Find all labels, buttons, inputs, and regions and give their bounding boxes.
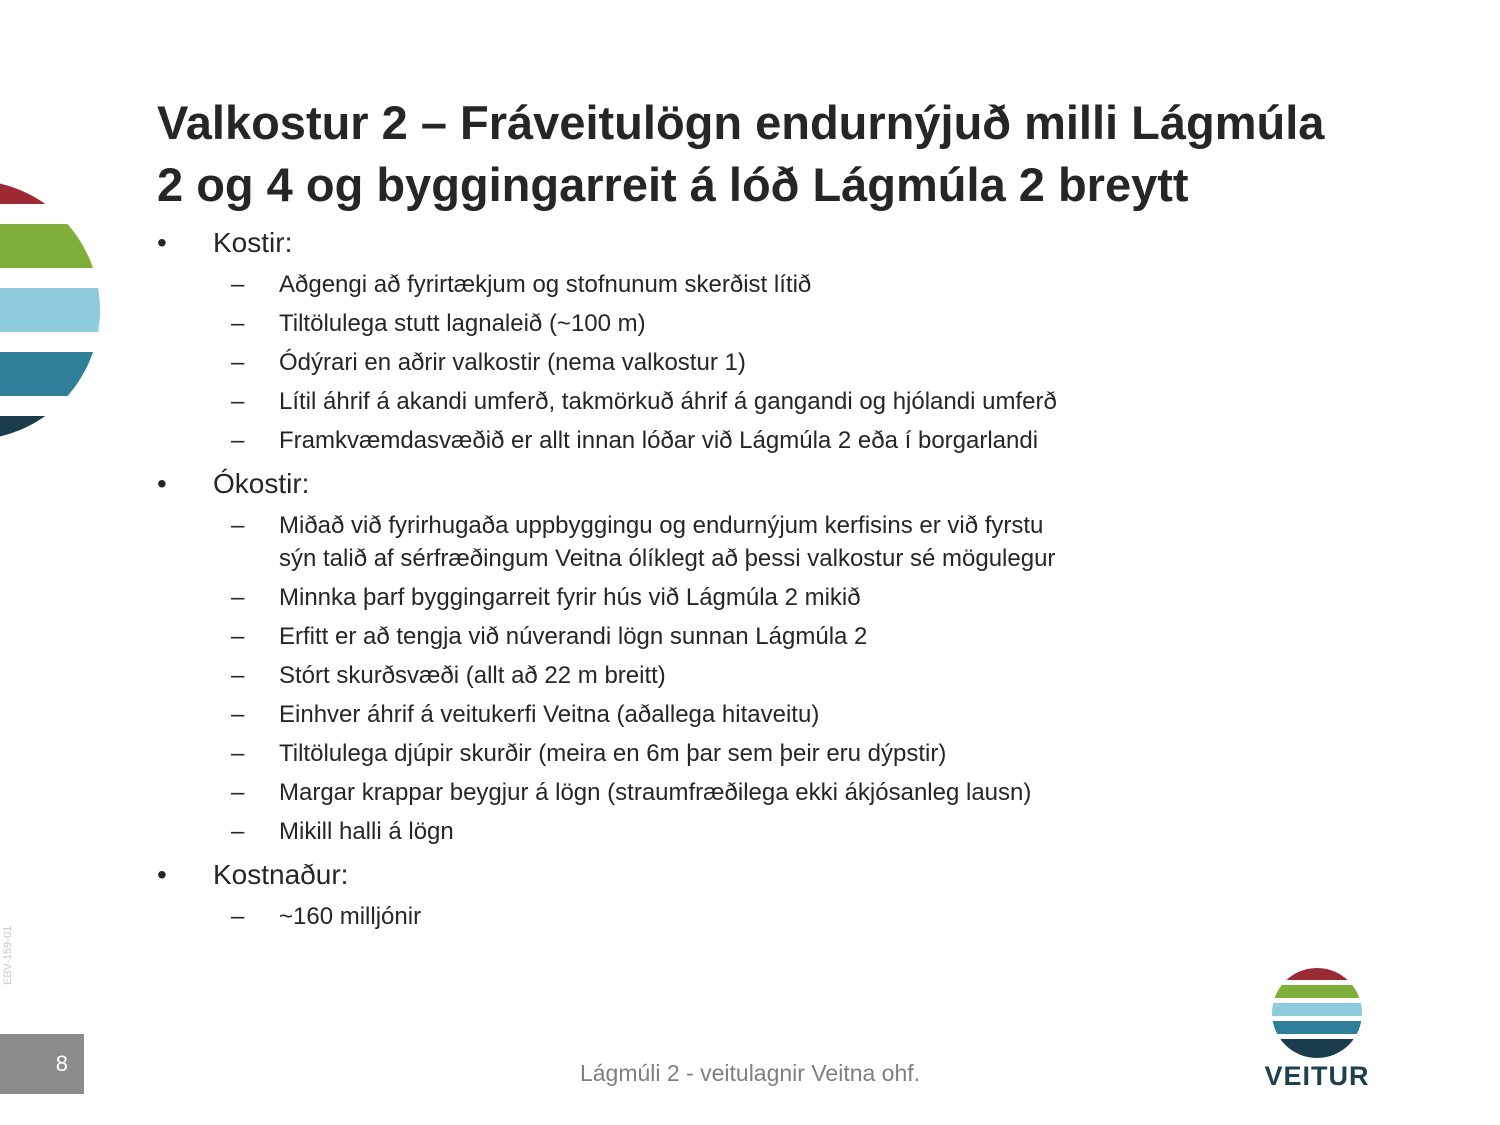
stripe-red bbox=[0, 160, 110, 204]
list-item-text: Einhver áhrif á veitukerfi Veitna (aðallega hitaveitu) bbox=[279, 701, 820, 728]
logo-stripe-navy bbox=[1255, 1039, 1379, 1061]
dash-icon: – bbox=[231, 427, 245, 454]
title-line: 2 og 4 og byggingarreit á lóð Lágmúla 2 breytt bbox=[157, 158, 1189, 211]
veitur-logo bbox=[1255, 965, 1379, 1095]
list-item-text: Lítil áhrif á akandi umferð, takmörkuð áhrif á gangandi og hjólandi umferð bbox=[279, 388, 1057, 415]
list-item-text: Framkvæmdasvæðið er allt innan lóðar við Lágmúla 2 eða í borgarlandi bbox=[279, 427, 1039, 454]
logo-stripe-green bbox=[1255, 985, 1379, 998]
decorative-stripes-graphic bbox=[0, 160, 110, 460]
bullet-heading bbox=[157, 856, 1257, 894]
document-code: EBV-159-01 bbox=[2, 925, 14, 985]
logo-stripe-red bbox=[1255, 965, 1379, 980]
list-item bbox=[157, 424, 1257, 457]
dash-icon: – bbox=[231, 701, 245, 728]
dash-icon: – bbox=[231, 584, 245, 611]
logo-wordmark: VEITUR bbox=[1264, 1061, 1370, 1091]
dash-icon: – bbox=[231, 903, 245, 930]
list-item-text-line: sýn talið af sérfræðingum Veitna ólíklegt að þessi valkostur sé mögulegur bbox=[279, 545, 1056, 572]
section-heading: Kostnaður: bbox=[213, 859, 349, 890]
footer-text: Lágmúli 2 - veitulagnir Veitna ohf. bbox=[579, 1060, 921, 1086]
bullet-icon: • bbox=[157, 859, 167, 890]
list-item-text: Stórt skurðsvæði (allt að 22 m breitt) bbox=[279, 662, 666, 689]
list-item-text: Aðgengi að fyrirtækjum og stofnunum skerðist lítið bbox=[279, 271, 812, 298]
list-item bbox=[157, 346, 1257, 379]
dash-icon: – bbox=[231, 388, 245, 415]
sub-list bbox=[157, 509, 1257, 848]
bullet-heading bbox=[157, 224, 1257, 262]
list-item bbox=[157, 307, 1257, 340]
list-item-text: Ódýrari en aðrir valkostir (nema valkostur 1) bbox=[279, 349, 746, 376]
list-item-text: Erfitt er að tengja við núverandi lögn sunnan Lágmúla 2 bbox=[279, 623, 868, 650]
list-item-text: Tiltölulega stutt lagnaleið (~100 m) bbox=[279, 310, 646, 337]
stripe-green bbox=[0, 224, 110, 268]
dash-icon: – bbox=[231, 349, 245, 376]
stripe-teal bbox=[0, 352, 110, 396]
bullet-icon: • bbox=[157, 468, 167, 499]
list-item bbox=[157, 900, 1257, 933]
dash-icon: – bbox=[231, 662, 245, 689]
list-item-text: Minnka þarf byggingarreit fyrir hús við Lágmúla 2 mikið bbox=[279, 584, 861, 611]
dash-icon: – bbox=[231, 779, 245, 806]
dash-icon: – bbox=[231, 512, 245, 539]
dash-icon: – bbox=[231, 740, 245, 767]
list-item bbox=[157, 620, 1257, 653]
list-item bbox=[157, 268, 1257, 301]
page-number: 8 bbox=[0, 1034, 84, 1094]
list-item bbox=[157, 698, 1257, 731]
list-item-text-line: Miðað við fyrirhugaða uppbyggingu og endurnýjum kerfisins er við fyrstu bbox=[279, 512, 1044, 539]
dash-icon: – bbox=[231, 623, 245, 650]
stripe-navy bbox=[0, 416, 110, 460]
logo-stripe-teal bbox=[1255, 1021, 1379, 1034]
section-heading: Kostir: bbox=[213, 227, 293, 258]
list-item bbox=[157, 815, 1257, 848]
dash-icon: – bbox=[231, 310, 245, 337]
title-line: Valkostur 2 – Fráveitulögn endurnýjuð milli Lágmúla bbox=[157, 96, 1325, 149]
sub-list bbox=[157, 900, 1257, 933]
stripe-light-blue bbox=[0, 288, 110, 332]
logo-stripe-light-blue bbox=[1255, 1003, 1379, 1016]
bullet-heading bbox=[157, 465, 1257, 503]
slide-title bbox=[157, 92, 1457, 216]
list-item bbox=[157, 737, 1257, 770]
section-heading: Ókostir: bbox=[213, 468, 310, 499]
dash-icon: – bbox=[231, 818, 245, 845]
logo-circle-icon bbox=[1255, 965, 1379, 1061]
list-item bbox=[157, 509, 1257, 575]
sub-list bbox=[157, 268, 1257, 457]
list-item bbox=[157, 385, 1257, 418]
section-kostir bbox=[157, 224, 1257, 457]
bullet-icon: • bbox=[157, 227, 167, 258]
slide-content bbox=[157, 224, 1257, 941]
section-kostnadur bbox=[157, 856, 1257, 933]
list-item bbox=[157, 581, 1257, 614]
list-item-text: Mikill halli á lögn bbox=[279, 818, 454, 845]
list-item-text: ~160 milljónir bbox=[279, 903, 422, 930]
section-okostir bbox=[157, 465, 1257, 848]
list-item bbox=[157, 659, 1257, 692]
list-item-text: Tiltölulega djúpir skurðir (meira en 6m þar sem þeir eru dýpstir) bbox=[279, 740, 947, 767]
dash-icon: – bbox=[231, 271, 245, 298]
list-item-text bbox=[279, 509, 1257, 575]
list-item bbox=[157, 776, 1257, 809]
list-item-text: Margar krappar beygjur á lögn (straumfræðilega ekki ákjósanleg lausn) bbox=[279, 779, 1032, 806]
